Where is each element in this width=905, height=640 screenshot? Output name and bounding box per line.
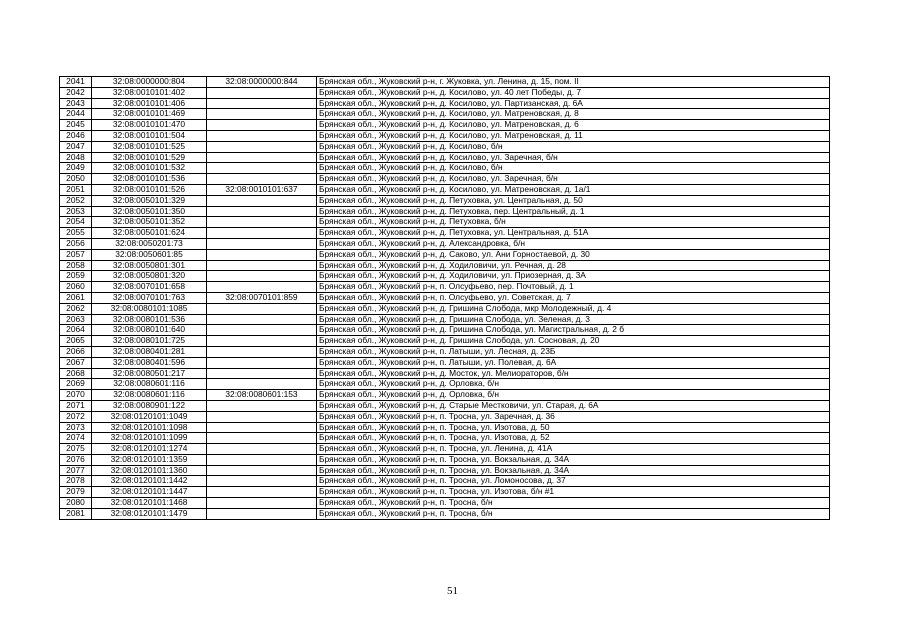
row-number-cell: 2061	[60, 292, 92, 303]
linked-cadastral-number-cell	[207, 282, 317, 293]
address-cell: Брянская обл., Жуковский р-н, д. Косилово, ул. 40 лет Победы, д. 7	[317, 87, 830, 98]
table-row	[60, 87, 830, 98]
address-cell: Брянская обл., Жуковский р-н, п. Латыши, ул. Лесная, д. 23Б	[317, 346, 830, 357]
row-number-cell: 2079	[60, 487, 92, 498]
table-row	[60, 238, 830, 249]
linked-cadastral-number-cell	[207, 120, 317, 131]
cadastral-number-cell: 32:08:0120101:1360	[92, 465, 207, 476]
cadastral-number-cell: 32:08:0010101:526	[92, 184, 207, 195]
linked-cadastral-number-cell	[207, 98, 317, 109]
address-cell: Брянская обл., Жуковский р-н, д. Петуховка, ул. Центральная, д. 50	[317, 195, 830, 206]
table-row	[60, 130, 830, 141]
linked-cadastral-number-cell	[207, 87, 317, 98]
row-number-cell: 2081	[60, 508, 92, 519]
row-number-cell: 2052	[60, 195, 92, 206]
table-row	[60, 390, 830, 401]
row-number-cell: 2065	[60, 336, 92, 347]
cadastral-number-cell: 32:08:0010101:525	[92, 141, 207, 152]
row-number-cell: 2058	[60, 260, 92, 271]
row-number-cell: 2043	[60, 98, 92, 109]
address-cell: Брянская обл., Жуковский р-н, д. Косилово, ул. Матреновская, д. 1а/1	[317, 184, 830, 195]
row-number-cell: 2057	[60, 249, 92, 260]
address-cell: Брянская обл., Жуковский р-н, п. Олсуфьево, ул. Советская, д. 7	[317, 292, 830, 303]
cadastral-number-cell: 32:08:0080501:217	[92, 368, 207, 379]
address-cell: Брянская обл., Жуковский р-н, п. Тросна, ул. Заречная, д. 36	[317, 411, 830, 422]
table-row	[60, 228, 830, 239]
table-row	[60, 325, 830, 336]
cadastral-number-cell: 32:08:0120101:1359	[92, 454, 207, 465]
linked-cadastral-number-cell	[207, 444, 317, 455]
row-number-cell: 2077	[60, 465, 92, 476]
table-row	[60, 249, 830, 260]
address-cell: Брянская обл., Жуковский р-н, д. Петуховка, б/н	[317, 217, 830, 228]
table-row	[60, 487, 830, 498]
row-number-cell: 2042	[60, 87, 92, 98]
linked-cadastral-number-cell	[207, 109, 317, 120]
table-row	[60, 184, 830, 195]
cadastral-number-cell: 32:08:0010101:532	[92, 163, 207, 174]
table-row	[60, 422, 830, 433]
row-number-cell: 2059	[60, 271, 92, 282]
table-row	[60, 346, 830, 357]
address-cell: Брянская обл., Жуковский р-н, д. Гришина Слобода, ул. Магистральная, д. 2 б	[317, 325, 830, 336]
table-row	[60, 174, 830, 185]
address-cell: Брянская обл., Жуковский р-н, п. Олсуфьево, пер. Почтовый, д. 1	[317, 282, 830, 293]
cadastral-number-cell: 32:08:0010101:536	[92, 174, 207, 185]
row-number-cell: 2053	[60, 206, 92, 217]
cadastral-number-cell: 32:08:0120101:1447	[92, 487, 207, 498]
row-number-cell: 2075	[60, 444, 92, 455]
address-cell: Брянская обл., Жуковский р-н, д. Косилово, ул. Матреновская, д. 6	[317, 120, 830, 131]
cadastral-number-cell: 32:08:0010101:406	[92, 98, 207, 109]
cadastral-number-cell: 32:08:0010101:402	[92, 87, 207, 98]
cadastral-number-cell: 32:08:0120101:1468	[92, 498, 207, 509]
table-row	[60, 152, 830, 163]
row-number-cell: 2072	[60, 411, 92, 422]
row-number-cell: 2047	[60, 141, 92, 152]
linked-cadastral-number-cell	[207, 422, 317, 433]
table-row	[60, 141, 830, 152]
table-row	[60, 217, 830, 228]
table-row	[60, 400, 830, 411]
registry-table	[59, 76, 830, 520]
linked-cadastral-number-cell	[207, 271, 317, 282]
table-row	[60, 163, 830, 174]
address-cell: Брянская обл., Жуковский р-н, п. Тросна, б/н	[317, 498, 830, 509]
row-number-cell: 2078	[60, 476, 92, 487]
row-number-cell: 2051	[60, 184, 92, 195]
linked-cadastral-number-cell	[207, 174, 317, 185]
address-cell: Брянская обл., Жуковский р-н, д. Саково, ул. Ани Горностаевой, д. 30	[317, 249, 830, 260]
table-row	[60, 271, 830, 282]
address-cell: Брянская обл., Жуковский р-н, д. Косилово, ул. Матреновская, д. 11	[317, 130, 830, 141]
cadastral-number-cell: 32:08:0000000:804	[92, 77, 207, 88]
cadastral-number-cell: 32:08:0050601:85	[92, 249, 207, 260]
address-cell: Брянская обл., Жуковский р-н, д. Гришина Слобода, мкр Молодежный, д. 4	[317, 303, 830, 314]
row-number-cell: 2054	[60, 217, 92, 228]
cadastral-number-cell: 32:08:0050801:320	[92, 271, 207, 282]
address-cell: Брянская обл., Жуковский р-н, д. Мосток, ул. Мелиораторов, б/н	[317, 368, 830, 379]
address-cell: Брянская обл., Жуковский р-н, д. Косилово, ул. Партизанская, д. 6А	[317, 98, 830, 109]
address-cell: Брянская обл., Жуковский р-н, д. Орловка, б/н	[317, 390, 830, 401]
row-number-cell: 2049	[60, 163, 92, 174]
linked-cadastral-number-cell	[207, 163, 317, 174]
table-row	[60, 379, 830, 390]
linked-cadastral-number-cell	[207, 465, 317, 476]
row-number-cell: 2074	[60, 433, 92, 444]
table-row	[60, 195, 830, 206]
table-row	[60, 508, 830, 519]
cadastral-number-cell: 32:08:0120101:1442	[92, 476, 207, 487]
address-cell: Брянская обл., Жуковский р-н, п. Тросна, ул. Вокзальная, д. 34А	[317, 465, 830, 476]
row-number-cell: 2045	[60, 120, 92, 131]
linked-cadastral-number-cell	[207, 346, 317, 357]
table-row	[60, 357, 830, 368]
linked-cadastral-number-cell: 32:08:0010101:637	[207, 184, 317, 195]
linked-cadastral-number-cell	[207, 206, 317, 217]
table-row	[60, 314, 830, 325]
cadastral-number-cell: 32:08:0120101:1274	[92, 444, 207, 455]
cadastral-number-cell: 32:08:0050801:301	[92, 260, 207, 271]
cadastral-number-cell: 32:08:0080101:1085	[92, 303, 207, 314]
address-cell: Брянская обл., Жуковский р-н, д. Петуховка, ул. Центральная, д. 51А	[317, 228, 830, 239]
row-number-cell: 2070	[60, 390, 92, 401]
table-row	[60, 292, 830, 303]
row-number-cell: 2076	[60, 454, 92, 465]
address-cell: Брянская обл., Жуковский р-н, п. Тросна, ул. Ленина, д. 41А	[317, 444, 830, 455]
row-number-cell: 2044	[60, 109, 92, 120]
address-cell: Брянская обл., Жуковский р-н, п. Латыши, ул. Полевая, д. 6А	[317, 357, 830, 368]
address-cell: Брянская обл., Жуковский р-н, п. Тросна, б/н	[317, 508, 830, 519]
table-row	[60, 77, 830, 88]
linked-cadastral-number-cell	[207, 228, 317, 239]
linked-cadastral-number-cell	[207, 195, 317, 206]
cadastral-number-cell: 32:08:0120101:1098	[92, 422, 207, 433]
table-row	[60, 498, 830, 509]
row-number-cell: 2041	[60, 77, 92, 88]
page-number: 51	[447, 585, 458, 597]
linked-cadastral-number-cell	[207, 487, 317, 498]
cadastral-number-cell: 32:08:0080101:640	[92, 325, 207, 336]
cadastral-number-cell: 32:08:0050101:350	[92, 206, 207, 217]
table-row	[60, 411, 830, 422]
cadastral-number-cell: 32:08:0120101:1099	[92, 433, 207, 444]
table-row	[60, 120, 830, 131]
address-cell: Брянская обл., Жуковский р-н, д. Орловка, б/н	[317, 379, 830, 390]
row-number-cell: 2066	[60, 346, 92, 357]
cadastral-number-cell: 32:08:0080101:536	[92, 314, 207, 325]
row-number-cell: 2048	[60, 152, 92, 163]
linked-cadastral-number-cell	[207, 314, 317, 325]
address-cell: Брянская обл., Жуковский р-н, д. Косилово, б/н	[317, 163, 830, 174]
address-cell: Брянская обл., Жуковский р-н, д. Ходиловичи, ул. Приозерная, д. 3А	[317, 271, 830, 282]
address-cell: Брянская обл., Жуковский р-н, д. Ходиловичи, ул. Речная, д. 28	[317, 260, 830, 271]
table-row	[60, 206, 830, 217]
cadastral-number-cell: 32:08:0050201:73	[92, 238, 207, 249]
linked-cadastral-number-cell	[207, 325, 317, 336]
linked-cadastral-number-cell: 32:08:0000000:844	[207, 77, 317, 88]
linked-cadastral-number-cell	[207, 411, 317, 422]
linked-cadastral-number-cell	[207, 238, 317, 249]
linked-cadastral-number-cell	[207, 454, 317, 465]
table-row	[60, 433, 830, 444]
linked-cadastral-number-cell	[207, 368, 317, 379]
table-row	[60, 465, 830, 476]
linked-cadastral-number-cell	[207, 152, 317, 163]
linked-cadastral-number-cell	[207, 357, 317, 368]
linked-cadastral-number-cell: 32:08:0070101:859	[207, 292, 317, 303]
linked-cadastral-number-cell: 32:08:0080601:153	[207, 390, 317, 401]
cadastral-number-cell: 32:08:0070101:658	[92, 282, 207, 293]
address-cell: Брянская обл., Жуковский р-н, д. Гришина Слобода, ул. Зеленая, д. 3	[317, 314, 830, 325]
cadastral-number-cell: 32:08:0050101:329	[92, 195, 207, 206]
row-number-cell: 2046	[60, 130, 92, 141]
linked-cadastral-number-cell	[207, 130, 317, 141]
registry-table-body	[60, 77, 830, 520]
table-row	[60, 109, 830, 120]
cadastral-number-cell: 32:08:0010101:504	[92, 130, 207, 141]
table-row	[60, 282, 830, 293]
address-cell: Брянская обл., Жуковский р-н, г. Жуковка, ул. Ленина, д. 15, пом. II	[317, 77, 830, 88]
row-number-cell: 2080	[60, 498, 92, 509]
cadastral-number-cell: 32:08:0080901:122	[92, 400, 207, 411]
linked-cadastral-number-cell	[207, 141, 317, 152]
linked-cadastral-number-cell	[207, 498, 317, 509]
cadastral-number-cell: 32:08:0010101:529	[92, 152, 207, 163]
linked-cadastral-number-cell	[207, 249, 317, 260]
linked-cadastral-number-cell	[207, 303, 317, 314]
table-row	[60, 303, 830, 314]
cadastral-number-cell: 32:08:0120101:1479	[92, 508, 207, 519]
linked-cadastral-number-cell	[207, 476, 317, 487]
row-number-cell: 2055	[60, 228, 92, 239]
row-number-cell: 2067	[60, 357, 92, 368]
row-number-cell: 2069	[60, 379, 92, 390]
table-row	[60, 98, 830, 109]
cadastral-number-cell: 32:08:0080601:116	[92, 390, 207, 401]
address-cell: Брянская обл., Жуковский р-н, п. Тросна, ул. Изотова, д. 50	[317, 422, 830, 433]
address-cell: Брянская обл., Жуковский р-н, п. Тросна, ул. Изотова, д. 52	[317, 433, 830, 444]
address-cell: Брянская обл., Жуковский р-н, д. Косилово, ул. Матреновская, д. 8	[317, 109, 830, 120]
cadastral-number-cell: 32:08:0080401:596	[92, 357, 207, 368]
address-cell: Брянская обл., Жуковский р-н, п. Тросна, ул. Ломоносова, д. 37	[317, 476, 830, 487]
cadastral-number-cell: 32:08:0080401:281	[92, 346, 207, 357]
row-number-cell: 2062	[60, 303, 92, 314]
cadastral-number-cell: 32:08:0120101:1049	[92, 411, 207, 422]
row-number-cell: 2064	[60, 325, 92, 336]
row-number-cell: 2063	[60, 314, 92, 325]
linked-cadastral-number-cell	[207, 336, 317, 347]
table-row	[60, 368, 830, 379]
row-number-cell: 2071	[60, 400, 92, 411]
linked-cadastral-number-cell	[207, 217, 317, 228]
row-number-cell: 2060	[60, 282, 92, 293]
table-row	[60, 336, 830, 347]
table-row	[60, 444, 830, 455]
row-number-cell: 2056	[60, 238, 92, 249]
cadastral-number-cell: 32:08:0010101:470	[92, 120, 207, 131]
linked-cadastral-number-cell	[207, 379, 317, 390]
linked-cadastral-number-cell	[207, 508, 317, 519]
cadastral-number-cell: 32:08:0010101:469	[92, 109, 207, 120]
address-cell: Брянская обл., Жуковский р-н, д. Гришина Слобода, ул. Сосновая, д. 20	[317, 336, 830, 347]
linked-cadastral-number-cell	[207, 433, 317, 444]
cadastral-number-cell: 32:08:0080601:116	[92, 379, 207, 390]
cadastral-number-cell: 32:08:0070101:763	[92, 292, 207, 303]
table-row	[60, 260, 830, 271]
row-number-cell: 2073	[60, 422, 92, 433]
address-cell: Брянская обл., Жуковский р-н, д. Косилово, ул. Заречная, б/н	[317, 152, 830, 163]
address-cell: Брянская обл., Жуковский р-н, д. Косилово, б/н	[317, 141, 830, 152]
linked-cadastral-number-cell	[207, 260, 317, 271]
cadastral-number-cell: 32:08:0050101:624	[92, 228, 207, 239]
row-number-cell: 2068	[60, 368, 92, 379]
address-cell: Брянская обл., Жуковский р-н, д. Старые Местковичи, ул. Старая, д. 6А	[317, 400, 830, 411]
linked-cadastral-number-cell	[207, 400, 317, 411]
address-cell: Брянская обл., Жуковский р-н, д. Петуховка, пер. Центральный, д. 1	[317, 206, 830, 217]
address-cell: Брянская обл., Жуковский р-н, д. Косилово, ул. Заречная, б/н	[317, 174, 830, 185]
table-row	[60, 454, 830, 465]
cadastral-number-cell: 32:08:0080101:725	[92, 336, 207, 347]
table-row	[60, 476, 830, 487]
address-cell: Брянская обл., Жуковский р-н, п. Тросна, ул. Вокзальная, д. 34А	[317, 454, 830, 465]
address-cell: Брянская обл., Жуковский р-н, д. Александровка, б/н	[317, 238, 830, 249]
address-cell: Брянская обл., Жуковский р-н, п. Тросна, ул. Изотова, б/н #1	[317, 487, 830, 498]
cadastral-number-cell: 32:08:0050101:352	[92, 217, 207, 228]
row-number-cell: 2050	[60, 174, 92, 185]
